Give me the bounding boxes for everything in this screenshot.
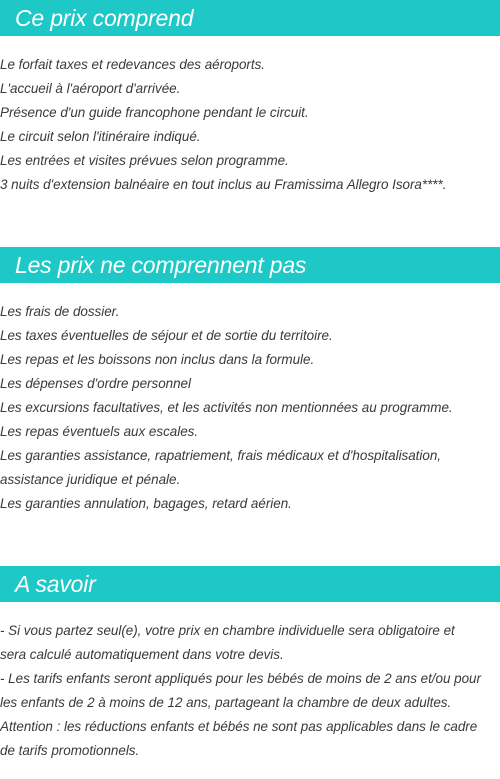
includes-item: Le forfait taxes et redevances des aéroports. — [0, 57, 266, 72]
includes-item: Présence d'un guide francophone pendant le circuit. — [0, 105, 309, 120]
excludes-item: Les dépenses d'ordre personnel — [0, 376, 191, 391]
includes-item: 3 nuits d'extension balnéaire en tout inclus au Framissima Allegro Isora****. — [0, 177, 447, 192]
excludes-item: Les garanties annulation, bagages, retard aérien. — [0, 496, 292, 511]
excludes-list — [0, 300, 500, 516]
excludes-item: Les taxes éventuelles de séjour et de sortie du territoire. — [0, 328, 333, 343]
info-line: les enfants de 2 à moins de 12 ans, partageant la chambre de deux adultes. — [0, 695, 452, 710]
info-section-header — [0, 566, 500, 602]
info-line: - Si vous partez seul(e), votre prix en chambre individuelle sera obligatoire et — [0, 623, 455, 638]
info-line: sera calculé automatiquement dans votre devis. — [0, 647, 284, 662]
info-text — [0, 619, 500, 763]
excludes-item: Les frais de dossier. — [0, 304, 120, 319]
excludes-item: assistance juridique et pénale. — [0, 472, 181, 487]
includes-item: Le circuit selon l'itinéraire indiqué. — [0, 129, 201, 144]
excludes-item: Les garanties assistance, rapatriement, frais médicaux et d'hospitalisation, — [0, 448, 441, 463]
info-line: de tarifs promotionnels. — [0, 743, 140, 758]
info-title: A savoir — [15, 571, 96, 597]
excludes-item: Les excursions facultatives, et les activités non mentionnées au programme. — [0, 400, 453, 415]
info-line: Attention : les réductions enfants et bébés ne sont pas applicables dans le cadre — [0, 719, 478, 734]
includes-item: L'accueil à l'aéroport d'arrivée. — [0, 81, 181, 96]
excludes-item: Les repas et les boissons non inclus dans la formule. — [0, 352, 315, 367]
info-line: - Les tarifs enfants seront appliqués pour les bébés de moins de 2 ans et/ou pour — [0, 671, 481, 686]
excludes-title: Les prix ne comprennent pas — [15, 252, 307, 278]
includes-section-header — [0, 0, 500, 36]
includes-list — [0, 53, 500, 197]
includes-item: Les entrées et visites prévues selon programme. — [0, 153, 289, 168]
excludes-section-header — [0, 247, 500, 283]
excludes-item: Les repas éventuels aux escales. — [0, 424, 199, 439]
includes-title: Ce prix comprend — [15, 5, 194, 31]
